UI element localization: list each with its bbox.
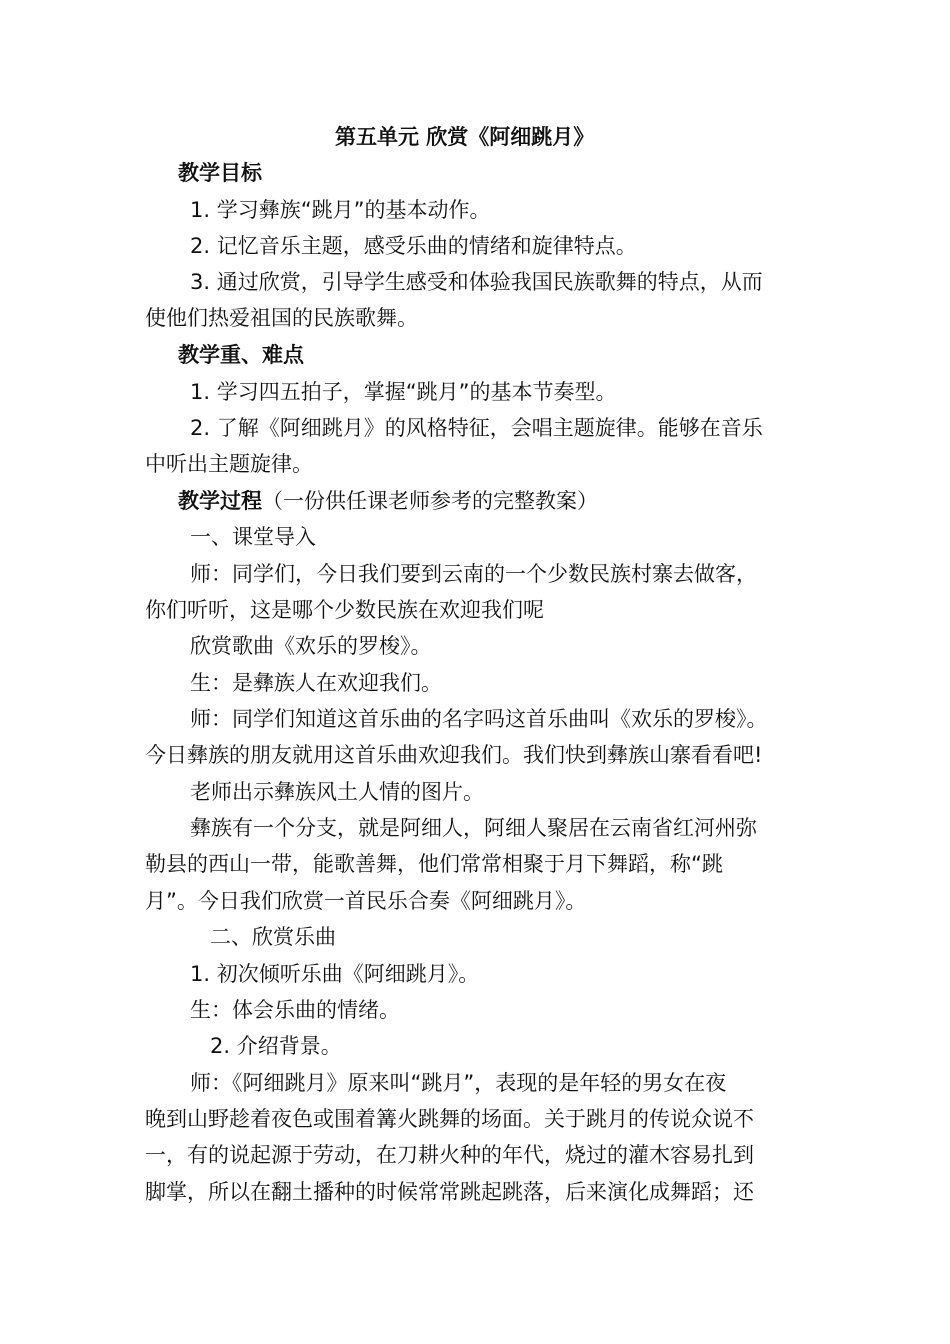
- document-title: 第五单元 欣赏《阿细跳月》: [335, 125, 595, 149]
- paragraph: 2. 介绍背景。: [210, 1034, 342, 1058]
- part-heading: 一、课堂导入: [190, 525, 316, 549]
- paragraph-continued: 一，有的说起源于劳动，在刀耕火种的年代，烧过的灌木容易扎到: [145, 1143, 754, 1167]
- paragraph: 生：体会乐曲的情绪。: [190, 998, 400, 1022]
- process-note: （一份供任课老师参考的完整教案）: [262, 489, 598, 513]
- paragraph-continued: 勒县的西山一带，能歌善舞，他们常常相聚于月下舞蹈，称“跳: [145, 852, 723, 876]
- paragraph-continued: 脚掌，所以在翻土播种的时候常常跳起跳落，后来演化成舞蹈；还: [145, 1180, 754, 1204]
- paragraph-continued: 晚到山野趁着夜色或围着篝火跳舞的场面。关于跳月的传说众说不: [145, 1107, 754, 1131]
- paragraph: 师：同学们知道这首乐曲的名字吗这首乐曲叫《欢乐的罗梭》。: [190, 707, 768, 731]
- paragraph: 师：《阿细跳月》原来叫“跳月”，表现的是年轻的男女在夜: [190, 1071, 727, 1095]
- key-point-item: 2. 了解《阿细跳月》的风格特征，会唱主题旋律。能够在音乐: [190, 416, 763, 440]
- key-points-heading: 教学重、难点: [178, 343, 304, 367]
- process-heading: 教学过程: [178, 489, 262, 513]
- paragraph-continued: 今日彝族的朋友就用这首乐曲欢迎我们。我们快到彝族山寨看看吧!: [145, 743, 763, 767]
- key-point-item-continued: 中听出主题旋律。: [145, 452, 313, 476]
- paragraph: 欣赏歌曲《欢乐的罗梭》。: [190, 634, 432, 658]
- paragraph: 生：是彝族人在欢迎我们。: [190, 671, 442, 695]
- paragraph: 师：同学们，今日我们要到云南的一个少数民族村寨去做客，: [190, 562, 757, 586]
- process-heading-line: [178, 486, 598, 516]
- paragraph: 1. 初次倾听乐曲《阿细跳月》。: [190, 962, 480, 986]
- goal-item: 1. 学习彝族“跳月”的基本动作。: [190, 198, 491, 222]
- goal-item: 3. 通过欣赏，引导学生感受和体验我国民族歌舞的特点，从而: [190, 270, 763, 294]
- goals-heading: 教学目标: [178, 161, 262, 185]
- key-point-item: 1. 学习四五拍子，掌握“跳月”的基本节奏型。: [190, 380, 617, 404]
- goal-item-continued: 使他们热爱祖国的民族歌舞。: [145, 306, 418, 330]
- goal-item: 2. 记忆音乐主题，感受乐曲的情绪和旋律特点。: [190, 234, 637, 258]
- paragraph-continued: 月”。今日我们欣赏一首民乐合奏《阿细跳月》。: [145, 889, 587, 913]
- part-heading: 二、欣赏乐曲: [210, 925, 336, 949]
- paragraph: 老师出示彝族风土人情的图片。: [190, 780, 484, 804]
- paragraph: 彝族有一个分支，就是阿细人，阿细人聚居在云南省红河州弥: [190, 816, 757, 840]
- paragraph-continued: 你们听听，这是哪个少数民族在欢迎我们呢: [145, 598, 544, 622]
